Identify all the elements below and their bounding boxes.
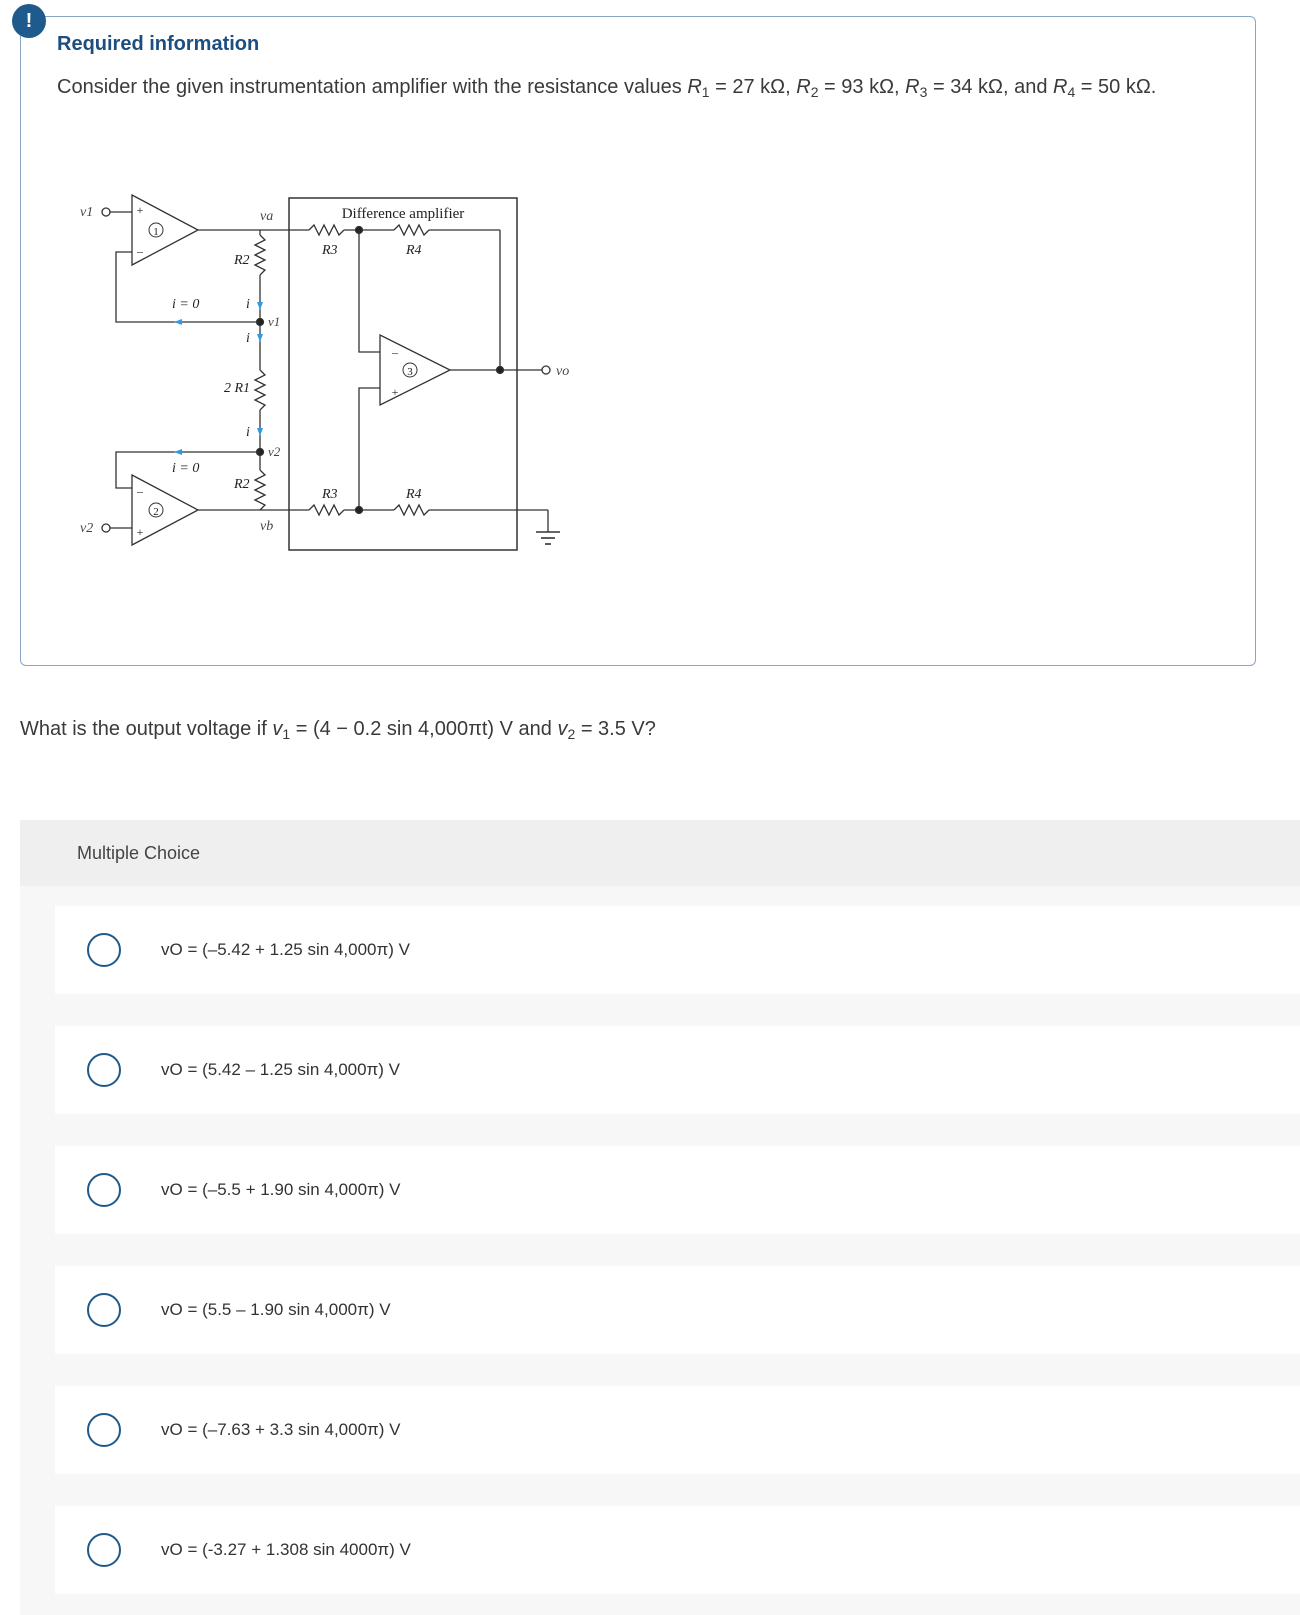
svg-text:i: i bbox=[246, 297, 250, 312]
difference-amplifier-title: Difference amplifier bbox=[341, 206, 465, 222]
svg-text:–: – bbox=[137, 244, 143, 258]
choice-option[interactable] bbox=[55, 1146, 1300, 1234]
svg-text:3: 3 bbox=[407, 366, 413, 378]
svg-text:i = 0: i = 0 bbox=[172, 297, 200, 312]
radio-button[interactable] bbox=[87, 1413, 121, 1447]
svg-text:R4: R4 bbox=[406, 487, 422, 502]
svg-text:vb: vb bbox=[260, 519, 274, 534]
svg-text:R4: R4 bbox=[406, 243, 422, 258]
svg-text:v1: v1 bbox=[80, 205, 94, 220]
choice-option[interactable] bbox=[55, 906, 1300, 994]
svg-text:R3: R3 bbox=[322, 243, 338, 258]
svg-text:2: 2 bbox=[153, 506, 159, 518]
svg-text:1: 1 bbox=[153, 226, 159, 238]
opamp-3 bbox=[380, 335, 450, 405]
radio-button[interactable] bbox=[87, 1293, 121, 1327]
svg-text:–: – bbox=[137, 484, 143, 498]
svg-text:R3: R3 bbox=[322, 487, 338, 502]
svg-text:i: i bbox=[246, 425, 250, 440]
svg-text:vo: vo bbox=[556, 364, 570, 379]
choice-option[interactable] bbox=[55, 1266, 1300, 1354]
svg-text:i: i bbox=[246, 331, 250, 346]
choice-option[interactable] bbox=[55, 1506, 1300, 1594]
radio-button[interactable] bbox=[87, 1053, 121, 1087]
choice-label: vO = (–5.42 + 1.25 sin 4,000π) V bbox=[161, 940, 410, 959]
svg-text:v2: v2 bbox=[80, 521, 94, 536]
radio-button[interactable] bbox=[87, 1173, 121, 1207]
choices-list bbox=[20, 886, 1300, 1615]
radio-button[interactable] bbox=[87, 1533, 121, 1567]
choice-option[interactable] bbox=[55, 1026, 1300, 1114]
problem-statement: Consider the given instrumentation amplifier with the resistance values $R_1 = 27$ kΩ, $R_2 = 93$ kΩ, $R_3 = 34$ kΩ, and $R_4 = 50$ kΩ. bbox=[57, 76, 1157, 100]
choice-label: vO = (5.5 – 1.90 sin 4,000π) V bbox=[161, 1300, 391, 1319]
svg-text:+: + bbox=[136, 203, 144, 217]
multiple-choice-header bbox=[20, 820, 1300, 886]
svg-text:R2: R2 bbox=[234, 253, 250, 268]
svg-text:v2: v2 bbox=[268, 444, 281, 459]
svg-text:2 R1: 2 R1 bbox=[224, 381, 251, 396]
svg-text:+: + bbox=[136, 525, 144, 539]
svg-text:R2: R2 bbox=[234, 477, 250, 492]
choice-label: vO = (-3.27 + 1.308 sin 4000π) V bbox=[161, 1540, 411, 1559]
choice-label: vO = (5.42 – 1.25 sin 4,000π) V bbox=[161, 1060, 401, 1079]
alert-icon: ! bbox=[12, 4, 46, 38]
choice-option[interactable] bbox=[55, 1386, 1300, 1474]
instrumentation-amplifier-diagram bbox=[70, 190, 590, 560]
svg-text:–: – bbox=[392, 345, 398, 359]
choice-label: vO = (–5.5 + 1.90 sin 4,000π) V bbox=[161, 1180, 401, 1199]
choice-label: vO = (–7.63 + 3.3 sin 4,000π) V bbox=[161, 1420, 401, 1439]
svg-text:+: + bbox=[391, 385, 399, 399]
svg-text:v1: v1 bbox=[268, 314, 281, 329]
radio-button[interactable] bbox=[87, 933, 121, 967]
multiple-choice-label: Multiple Choice bbox=[77, 843, 201, 863]
required-information-title: Required information bbox=[57, 33, 260, 55]
question-text: What is the output voltage if $v_1 = (4 - 0.2$ sin 4,000πt) V and $v_2 = 3.5$ V? bbox=[20, 718, 656, 742]
svg-text:va: va bbox=[260, 209, 274, 224]
svg-text:i = 0: i = 0 bbox=[172, 461, 200, 476]
